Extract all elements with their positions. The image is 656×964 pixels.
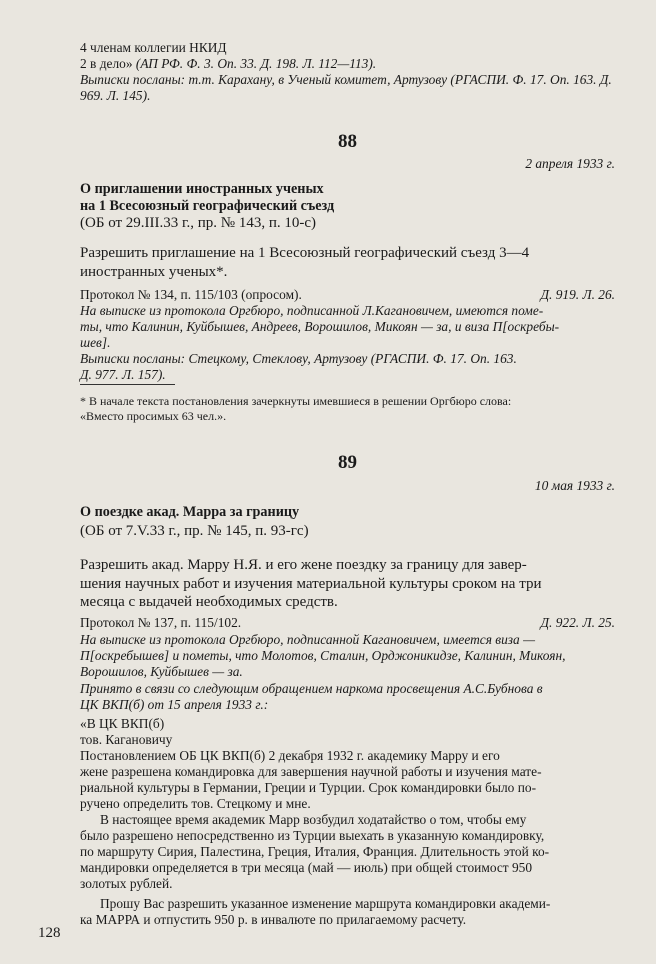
doc-89-number: 89 — [338, 452, 357, 473]
doc-88-date: 2 апреля 1933 г. — [525, 156, 615, 171]
doc-89-archive: Д. 922. Л. 25. — [540, 615, 615, 630]
doc-89-accepted: Принято в связи со следующим обращением наркома просвещения А.С.Бубнова в ЦК ВКП(б) от 15 апреля 1933 г.: — [80, 681, 543, 712]
doc-88-number: 88 — [338, 131, 357, 152]
letter-to: «В ЦК ВКП(б) — [80, 716, 165, 731]
doc-89-note: На выписке из протокола Оргбюро, подписанной Кагановичем, имеется виза — П[оскребышев] и пометы, что Молотов, Сталин, Орджоникидзе, Калинин, Микоян, Ворошилов, Куйбышев — за. — [80, 632, 566, 679]
footnote-rule — [80, 384, 175, 385]
letter-par3: Прошу Вас разрешить указанное изменение маршрута командировки академи- ка МАРРА и отпустить 950 р. в инвалюте по прилагаемому расчету. — [80, 896, 551, 927]
doc-88-archive: Д. 919. Л. 26. — [540, 287, 615, 302]
doc-88-protocol-row — [80, 287, 615, 303]
prev-line-2: 2 в дело» (АП РФ. Ф. 3. Оп. 33. Д. 198. Л. 112—113). — [80, 56, 377, 71]
doc-89-protocol-row — [80, 615, 615, 631]
doc-88-note: На выписке из протокола Оргбюро, подписанной Л.Кагановичем, имеются поме- ты, что Калинин, Куйбышев, Андреев, Ворошилов, Микоян — за, и виза П[оскребы- шев]. — [80, 303, 560, 350]
letter-par2: В настоящее время академик Марр возбудил ходатайство о том, чтобы ему было разрешено непосредственно из Турции выехать в указанную командировку, по маршруту Сирия, Палестина, Греция, Италия, Франция. Длительность этой ко- мандировки определяется в три месяца (май — июль) при общей стоимост 950 золотых рублей. — [80, 812, 550, 891]
doc-89-ref: (ОБ от 7.V.33 г., пр. № 145, п. 93-гс) — [80, 523, 309, 539]
letter — [80, 716, 615, 928]
page-number: 128 — [38, 925, 61, 941]
letter-addressee: тов. Кагановичу — [80, 732, 173, 747]
prev-dispatch: Выписки посланы: т.т. Карахану, в Ученый комитет, Артузову (РГАСПИ. Ф. 17. Оп. 163. Д. 969. Л. 145). — [80, 72, 612, 103]
doc-89-date: 10 мая 1933 г. — [534, 478, 615, 493]
doc-89-protocol: Протокол № 137, п. 115/102. — [80, 615, 242, 630]
footnote: * В начале текста постановления зачеркнуты имевшиеся в решении Оргбюро слова: «Вместо просимых 63 чел.». — [80, 394, 512, 423]
letter-par1: Постановлением ОБ ЦК ВКП(б) 2 декабря 1932 г. академику Марру и его жене разрешена командировка для завершения научной работы и изучения мате- риальной культуры в Германии, Греции и Турции. Срок командировки было по- ручено определить тов. Стецкому и мне. — [80, 748, 542, 811]
doc-88-protocol: Протокол № 134, п. 115/103 (опросом). — [80, 287, 302, 302]
doc-88-title: О приглашении иностранных ученых на 1 Всесоюзный географический съезд — [80, 181, 335, 214]
doc-89-body: Разрешить акад. Марру Н.Я. и его жене поездку за границу для завер- шения научных работ и изучения материальной культуры сроком на три месяца с выдачей необходимых средств. — [80, 557, 542, 610]
doc-88-body: Разрешить приглашение на 1 Всесоюзный географический съезд 3—4 иностранных ученых*. — [80, 245, 530, 280]
prev-line-1: 4 членам коллегии НКИД — [80, 40, 227, 55]
doc-89-title: О поездке акад. Марра за границу — [80, 504, 300, 520]
doc-88-dispatch: Выписки посланы: Стецкому, Стеклову, Артузову (РГАСПИ. Ф. 17. Оп. 163. Д. 977. Л. 157). — [80, 351, 517, 382]
prev-doc-tail — [80, 40, 615, 104]
doc-88-ref: (ОБ от 29.III.33 г., пр. № 143, п. 10-с) — [80, 215, 317, 231]
